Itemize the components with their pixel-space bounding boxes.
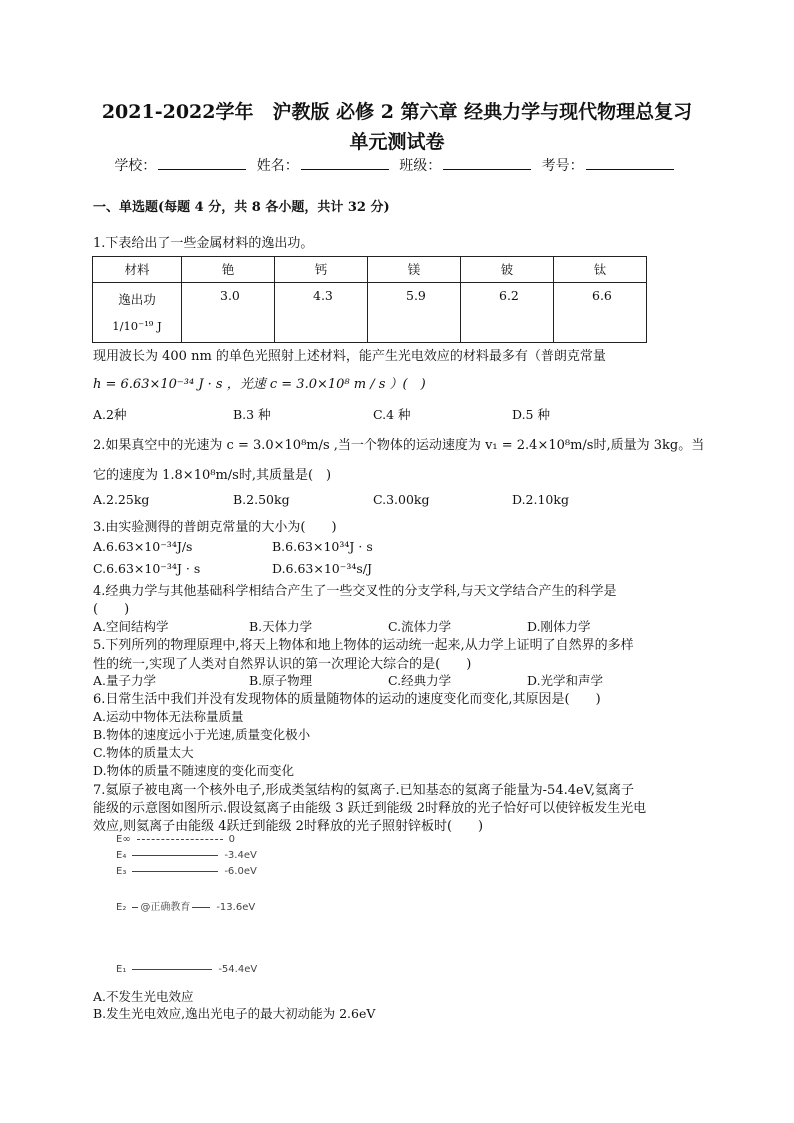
work-function-table xyxy=(92,256,647,343)
q4-option-c[interactable]: C.流体力学 xyxy=(388,619,452,634)
energy-level-4 xyxy=(116,850,257,861)
school-blank[interactable] xyxy=(158,155,246,170)
q4-text-line2: ( ) xyxy=(93,602,130,617)
table-header-cell: 钛 xyxy=(554,257,647,283)
q3-option-d[interactable]: D.6.63×10⁻³⁴s/J xyxy=(272,561,373,576)
table-cell: 6.6 xyxy=(554,283,647,343)
q4-option-d[interactable]: D.刚体力学 xyxy=(527,619,591,634)
table-header-cell: 材料 xyxy=(93,257,182,283)
q1-option-c[interactable]: C.4 种 xyxy=(373,407,411,422)
q7-text-line1: 7.氦原子被电离一个核外电子,形成类氢结构的氦离子.已知基态的氦离子能量为-54.4eV,氦离子 xyxy=(93,783,634,798)
q3-option-c[interactable]: C.6.63×10⁻³⁴J · s xyxy=(93,561,201,576)
energy-level-1 xyxy=(116,964,257,975)
table-row xyxy=(93,283,647,343)
q3-option-a[interactable]: A.6.63×10⁻³⁴J/s xyxy=(93,539,193,554)
q4-option-a[interactable]: A.空间结构学 xyxy=(93,619,169,634)
q6-stem: 6.日常生活中我们并没有发现物体的质量随物体的运动的速度变化而变化,其原因是( ) xyxy=(93,692,601,707)
q1-stem: 1.下表给出了一些金属材料的逸出功。 xyxy=(93,236,314,251)
energy-level-inf xyxy=(116,834,235,845)
level-line xyxy=(132,855,218,856)
level-line xyxy=(192,907,210,908)
q7-option-b[interactable]: B.发生光电效应,逸出光电子的最大初动能为 2.6eV xyxy=(93,1006,376,1021)
q1-text-line2: h = 6.63×10⁻³⁴ J · s ，光速 c = 3.0×10⁸ m / s ）( ) xyxy=(93,377,426,392)
table-cell: 3.0 xyxy=(182,283,275,343)
name-blank[interactable] xyxy=(301,155,389,170)
exam-number-blank[interactable] xyxy=(586,155,674,170)
table-header-cell: 镁 xyxy=(368,257,461,283)
level-energy: -13.6eV xyxy=(216,902,256,913)
table-header-cell: 铍 xyxy=(461,257,554,283)
level-energy: 0 xyxy=(228,834,236,845)
q1-option-d[interactable]: D.5 种 xyxy=(512,407,550,422)
page-title: 2021-2022学年 沪教版 必修 2 第六章 经典力学与现代物理总复习 xyxy=(101,101,693,123)
watermark-text: @正确教育 xyxy=(140,902,191,913)
table-cell: 6.2 xyxy=(461,283,554,343)
q6-option-b[interactable]: B.物体的速度远小于光速,质量变化极小 xyxy=(93,727,311,742)
q2-option-c[interactable]: C.3.00kg xyxy=(373,492,430,507)
row-label-line1: 逸出功 xyxy=(118,292,156,307)
table-header-cell: 铯 xyxy=(182,257,275,283)
q2-option-b[interactable]: B.2.50kg xyxy=(233,492,290,507)
q2-text-line1: 2.如果真空中的光速为 c = 3.0×10⁸m/s ,当一个物体的运动速度为 v₁ = 2.4×10⁸m/s时,质量为 3kg。当 xyxy=(93,438,705,453)
q2-option-a[interactable]: A.2.25kg xyxy=(93,492,150,507)
school-label: 学校： xyxy=(114,158,157,174)
level-line xyxy=(132,969,212,970)
q5-option-b[interactable]: B.原子物理 xyxy=(249,673,313,688)
level-label: E∞ xyxy=(116,834,131,845)
student-info-line xyxy=(0,155,794,175)
q5-option-d[interactable]: D.光学和声学 xyxy=(527,673,604,688)
q2-option-d[interactable]: D.2.10kg xyxy=(512,492,569,507)
page-subtitle: 单元测试卷 xyxy=(349,131,445,153)
table-header-row xyxy=(93,257,647,283)
class-label: 班级： xyxy=(399,158,442,174)
q6-option-d[interactable]: D.物体的质量不随速度的变化而变化 xyxy=(93,763,295,778)
level-label: E₁ xyxy=(116,964,127,975)
q1-text-line1: 现用波长为 400 nm 的单色光照射上述材料，能产生光电效应的材料最多有（普朗克常量 xyxy=(93,349,606,364)
q1-option-a[interactable]: A.2种 xyxy=(93,407,127,422)
level-label: E₂ xyxy=(116,902,127,913)
q5-option-a[interactable]: A.量子力学 xyxy=(93,673,157,688)
level-energy: -3.4eV xyxy=(224,850,257,861)
table-header-cell: 钙 xyxy=(275,257,368,283)
level-label: E₄ xyxy=(116,850,127,861)
level-energy: -6.0eV xyxy=(224,866,257,877)
q4-text-line1: 4.经典力学与其他基础科学相结合产生了一些交叉性的分支学科,与天文学结合产生的科学是 xyxy=(93,584,617,599)
q3-stem: 3.由实验测得的普朗克常量的大小为( ) xyxy=(93,520,337,535)
level-energy: -54.4eV xyxy=(218,964,258,975)
q1-option-b[interactable]: B.3 种 xyxy=(233,407,271,422)
level-line xyxy=(137,839,223,840)
energy-level-2 xyxy=(116,898,255,913)
level-label: E₃ xyxy=(116,866,127,877)
q2-text-line2: 它的速度为 1.8×10⁸m/s时,其质量是( ) xyxy=(93,468,332,483)
table-cell: 5.9 xyxy=(368,283,461,343)
q7-text-line2: 能级的示意图如图所示.假设氦离子由能级 3 跃迁到能级 2时释放的光子恰好可以使锌板发生光电 xyxy=(93,801,647,816)
level-line xyxy=(132,907,138,908)
q6-option-a[interactable]: A.运动中物体无法称量质量 xyxy=(93,709,244,724)
name-label: 姓名： xyxy=(256,158,299,174)
level-line xyxy=(132,871,218,872)
q5-option-c[interactable]: C.经典力学 xyxy=(388,673,452,688)
q5-text-line1: 5.下列所列的物理原理中,将天上物体和地上物体的运动统一起来,从力学上证明了自然界的多样 xyxy=(93,638,634,653)
q6-option-c[interactable]: C.物体的质量太大 xyxy=(93,745,194,760)
energy-level-3 xyxy=(116,866,257,877)
q5-text-line2: 性的统一,实现了人类对自然界认识的第一次理论大综合的是( ) xyxy=(93,657,472,672)
q7-option-a[interactable]: A.不发生光电效应 xyxy=(93,989,194,1004)
section-heading: 一、单选题(每题 4 分，共 8 各小题，共计 32 分) xyxy=(93,200,390,215)
row-label-line2: 1/10⁻¹⁹ J xyxy=(112,319,162,333)
q7-text-line3: 效应,则氦离子由能级 4跃迁到能级 2时释放的光子照射锌板时( ) xyxy=(93,819,484,834)
table-row-label xyxy=(93,283,182,343)
q4-option-b[interactable]: B.天体力学 xyxy=(249,619,313,634)
table-cell: 4.3 xyxy=(275,283,368,343)
q3-option-b[interactable]: B.6.63×10³⁴J · s xyxy=(272,539,373,554)
class-blank[interactable] xyxy=(443,155,531,170)
exam-number-label: 考号： xyxy=(541,158,584,174)
